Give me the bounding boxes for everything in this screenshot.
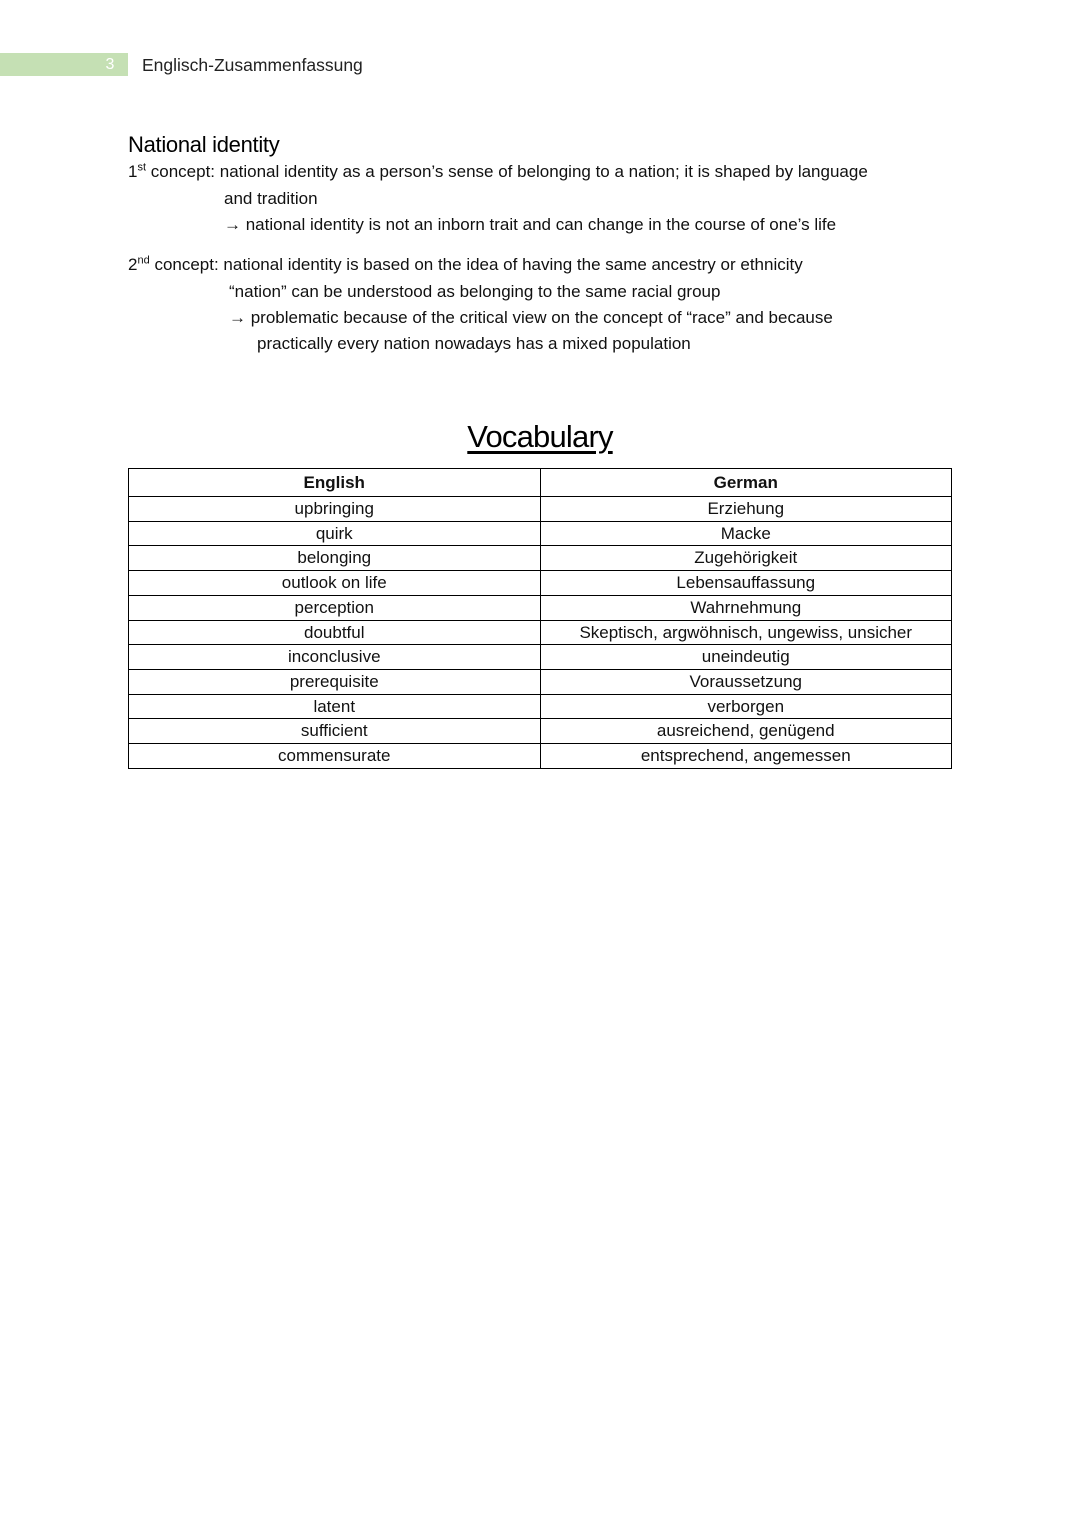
vocabulary-title: Vocabulary — [467, 419, 613, 454]
german-term: Wahrnehmung — [540, 595, 952, 620]
english-term: latent — [129, 694, 541, 719]
table-header-row — [129, 469, 952, 497]
concept-2-conclusion: problematic because of the critical view on the concept of “race” and because — [246, 308, 833, 327]
english-term: outlook on life — [129, 571, 541, 596]
arrow-icon: → — [229, 308, 246, 327]
table-row — [129, 744, 952, 769]
german-term: ausreichend, genügend — [540, 719, 952, 744]
section-title: National identity — [128, 132, 280, 157]
column-header-german: German — [540, 469, 952, 497]
concept-1-ordinal-suffix: st — [137, 161, 147, 174]
concept-2-ordinal: 2 — [128, 255, 138, 274]
concept-2-line-4: practically every nation nowadays has a mixed population — [257, 334, 691, 353]
table-row — [129, 595, 952, 620]
german-term: verborgen — [540, 694, 952, 719]
concept-2-line-1 — [128, 254, 803, 276]
table-row — [129, 497, 952, 522]
table-row — [129, 571, 952, 596]
vocabulary-table — [128, 468, 952, 769]
english-term: inconclusive — [129, 645, 541, 670]
table-row — [129, 645, 952, 670]
english-term: prerequisite — [129, 669, 541, 694]
table-row — [129, 694, 952, 719]
german-term: Macke — [540, 521, 952, 546]
concept-2-text: concept: national identity is based on the idea of having the same ancestry or ethnicity — [149, 255, 803, 274]
english-term: sufficient — [129, 719, 541, 744]
concept-2-line-3 — [229, 307, 833, 329]
english-term: commensurate — [129, 744, 541, 769]
table-row — [129, 719, 952, 744]
concept-1-conclusion: national identity is not an inborn trait and can change in the course of one’s life — [241, 215, 837, 234]
german-term: uneindeutig — [540, 645, 952, 670]
concept-1-line-2: and tradition — [224, 189, 318, 208]
concept-1-line-3 — [224, 214, 836, 236]
table-row — [129, 521, 952, 546]
concept-1-text: concept: national identity as a person’s sense of belonging to a nation; it is shaped by language — [146, 162, 868, 181]
german-term: Zugehörigkeit — [540, 546, 952, 571]
column-header-english: English — [129, 469, 541, 497]
english-term: doubtful — [129, 620, 541, 645]
concept-1-ordinal: 1 — [128, 162, 138, 181]
concept-2-ordinal-suffix: nd — [137, 254, 150, 267]
english-term: quirk — [129, 521, 541, 546]
german-term: Erziehung — [540, 497, 952, 522]
concept-2-line-2: “nation” can be understood as belonging to the same racial group — [229, 282, 721, 301]
document-title: Englisch-Zusammenfassung — [142, 55, 363, 75]
german-term: Skeptisch, argwöhnisch, ungewiss, unsicher — [540, 620, 952, 645]
page-number: 3 — [105, 56, 115, 73]
concept-1-line-1 — [128, 161, 868, 183]
table-row — [129, 669, 952, 694]
german-term: Voraussetzung — [540, 669, 952, 694]
arrow-icon: → — [224, 215, 241, 234]
german-term: Lebensauffassung — [540, 571, 952, 596]
english-term: perception — [129, 595, 541, 620]
table-row — [129, 620, 952, 645]
german-term: entsprechend, angemessen — [540, 744, 952, 769]
table-row — [129, 546, 952, 571]
english-term: belonging — [129, 546, 541, 571]
english-term: upbringing — [129, 497, 541, 522]
